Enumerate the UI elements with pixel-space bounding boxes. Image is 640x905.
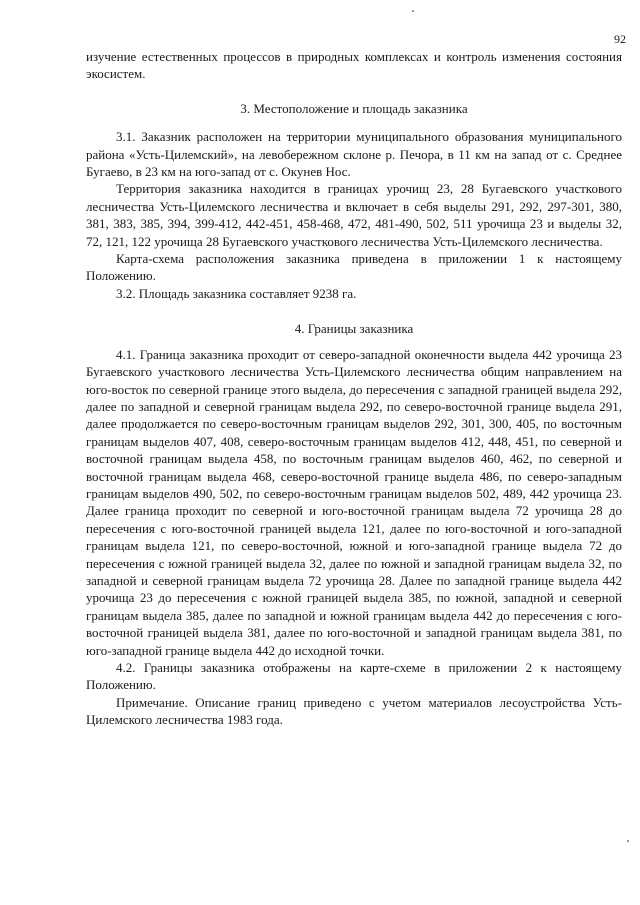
document-body xyxy=(86,48,622,729)
section-3-heading: 3. Местоположение и площадь заказника xyxy=(240,100,468,116)
section-4-paragraph-1: 4.1. Граница заказника проходит от северо-западной оконечности выдела 442 урочища 23 Бугаевского участкового лесничества Усть-Цилемского лесничества общим направлением на юго-восток по северной границе этого выдела, до пересечения с западной границей выдела 292, далее по западной и северной границам выдела 292, по северо-восточной границе выдела 291, далее продолжается по северо-восточным границам выделов 292, 301, 300, 405, по восточным границам выделов 407, 408, северо-восточным границам выделов 412, 448, 451, по северной и восточной границам выдела 458, по восточным границам выделов 460, 462, по северной и восточной границам выдела 468, северо-восточной границе выдела 486, по северо-западным границам выделов 490, 502, по северо-восточным границам выделов 502, 489, 442 урочища 23. Далее граница проходит по северной и юго-восточной границам выдела 72 урочища 28 до пересечения с юго-восточной границей выдела 121, далее по юго-восточной и юго-западной границам выдела 121, по северо-восточной, южной и юго-западной границе выдела 72 до пересечения с южной границей выдела 32, далее по южной и западной границам выдела 32, по западной и северной границам выдела 72 урочища 28. Далее по западной границе выдела 442 урочища 23 до пересечения с южной границей выдела 385, по южной, западной и северной границам выдела 385, далее по западной и южной границам выдела 442 до пересечения с юго-восточной границей выдела 381, далее по юго-восточной и западной границам выдела 381, по юго-западной границе выдела 442 до исходной точки. xyxy=(86,346,622,658)
section-4-note: Примечание. Описание границ приведено с учетом материалов лесоустройства Усть-Цилемского лесничества 1983 года. xyxy=(86,694,622,728)
section-3-paragraph-3: Карта-схема расположения заказника приведена в приложении 1 к настоящему Положению. xyxy=(86,251,622,284)
section-3-paragraph-1: 3.1. Заказник расположен на территории муниципального образования муниципального района «Усть-Цилемский», на левобережном склоне р. Печора, в 11 км на запад от с. Среднее Бугаево, в 23 км на юго-запад от с. Окунев Нос. xyxy=(86,129,622,180)
page-number: 92 xyxy=(614,32,626,46)
section-4-heading: 4. Границы заказника xyxy=(294,321,414,337)
section-4-paragraph-2: 4.2. Границы заказника отображены на карте-схеме в приложении 2 к настоящему Положению. xyxy=(86,660,622,693)
section-3-paragraph-4: 3.2. Площадь заказника составляет 9238 га. xyxy=(116,285,357,301)
scan-speck xyxy=(627,840,629,842)
section-3-paragraph-2: Территория заказника находится в границах урочищ 23, 28 Бугаевского участкового лесничества Усть-Цилемского лесничества и включает в себя выделы 291, 292, 297-301, 380, 381, 383, 385, 394, 399-412, 442-451, 458-468, 472, 481-490, 502, 511 урочища 23 и выделы 32, 72, 121, 122 урочища 28 Бугаевского участкового лесничества Усть-Цилемского лесничества. xyxy=(86,181,622,249)
scan-speck xyxy=(412,10,414,12)
intro-paragraph: изучение естественных процессов в природных комплексах и контроль изменения состояния экосистем. xyxy=(86,49,622,82)
